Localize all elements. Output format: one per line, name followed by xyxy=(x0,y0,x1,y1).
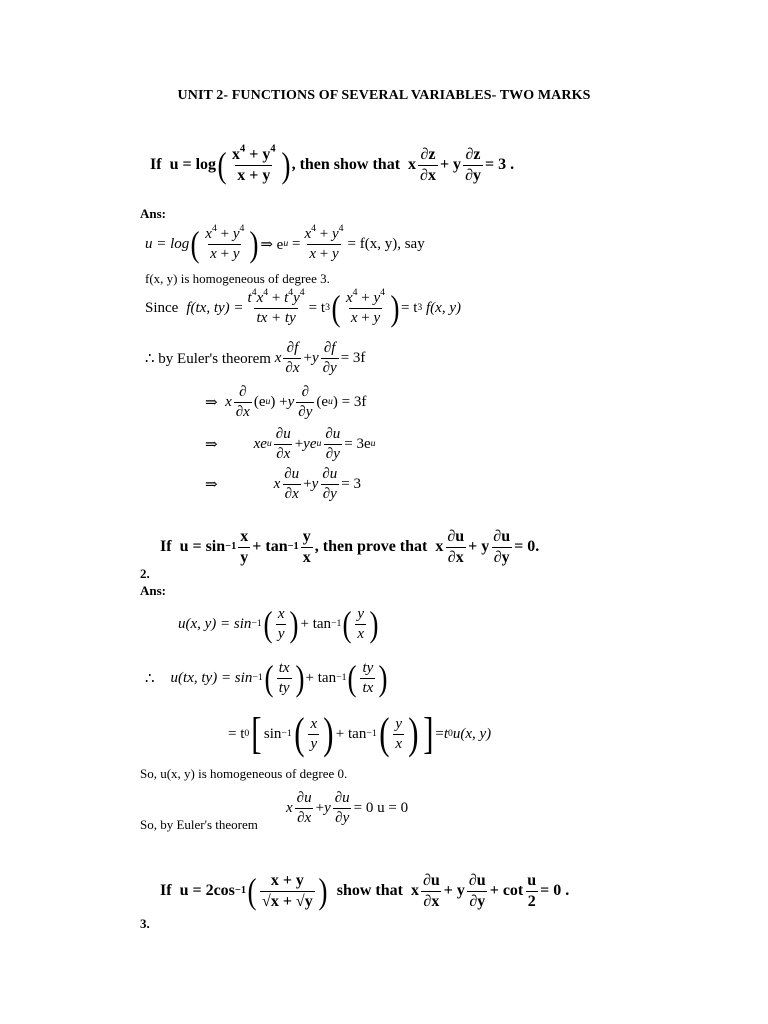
q2-ans-line-1: u(x, y) = sin −1 ( x y ) + tan −1 ( y x ) xyxy=(178,604,379,644)
q1-ans-line-4: ∴ by Euler's theorem x ∂f ∂x + y $\frac{\partial f}{\partial y}$ = 3f xyxy=(145,340,366,376)
q2-ans-line-2: ∴ u(tx, ty) = sin −1 ( tx ty ) + tan −1 ( ty tx ) xyxy=(145,658,388,698)
q1-ans-line-1: u = log ( $x^4 + y^4$ x + y ) ⇒ e u = $\frac{x^4 + y^4}{x + y}$ = f(x, y), say xyxy=(145,223,425,264)
q2-ans-line-3: = t 0 [ sin −1 ( x y ) + tan −1 ( y x ) ] = t 0 u(x, y) xyxy=(228,709,492,758)
q1-ans-line-7: ⇒ x ∂u ∂x + y $\frac{\partial u}{\partial y}$ = 3 xyxy=(205,466,361,502)
q1-ans-line-3: Since f(tx, ty) = $\frac{t^4x^4 + t^4y^4}{tx + ty}$ = t 3 ( $x^4 + y^4$ x + y ) = t 3 f(x, y) xyxy=(145,287,461,328)
q1-ans-line-2: f(x, y) is homogeneous of degree 3. xyxy=(145,271,330,286)
q2-number: 2. xyxy=(140,566,150,581)
q2-so-euler: So, by Euler's theorem xyxy=(140,817,258,832)
q2-ans-label: Ans: xyxy=(140,583,167,598)
q1-ans-line-6: ⇒ xe u ∂u ∂x + ye u $\frac{\partial u}{\partial y}$ = 3e u xyxy=(205,426,376,462)
page-title: UNIT 2- FUNCTIONS OF SEVERAL VARIABLES- TWO MARKS xyxy=(177,88,591,103)
q1-ans-line-5: ⇒ x ∂ ∂x (e u ) + y ∂ ∂y (e u ) = 3f xyxy=(205,384,367,420)
q2-statement: If u = sin −1 x y + tan −1 y x , then prove that x ∂u ∂x + y $\frac{\partial u}{\partial y}$ = 0. xyxy=(160,528,540,566)
q1-statement: If u = log ( $x^4 + y^4$ x + y ) , then show that x ∂z ∂x + y $\frac{\partial z}{\partial y}$ = 3 . xyxy=(150,143,515,186)
q3-number: 3. xyxy=(140,916,150,931)
q2-euler-equation: x ∂u ∂x + y $\frac{\partial u}{\partial y}$ = 0 u = 0 xyxy=(286,790,409,826)
q3-statement: If u = 2cos −1 ( x + y √x + √y ) show that x ∂u ∂x + y ∂u ∂y + cot $\frac{u}{2}$ = 0 . xyxy=(160,871,570,912)
q2-so-homogeneous: So, u(x, y) is homogeneous of degree 0. xyxy=(140,766,348,781)
q1-ans-label: Ans: xyxy=(140,206,167,221)
